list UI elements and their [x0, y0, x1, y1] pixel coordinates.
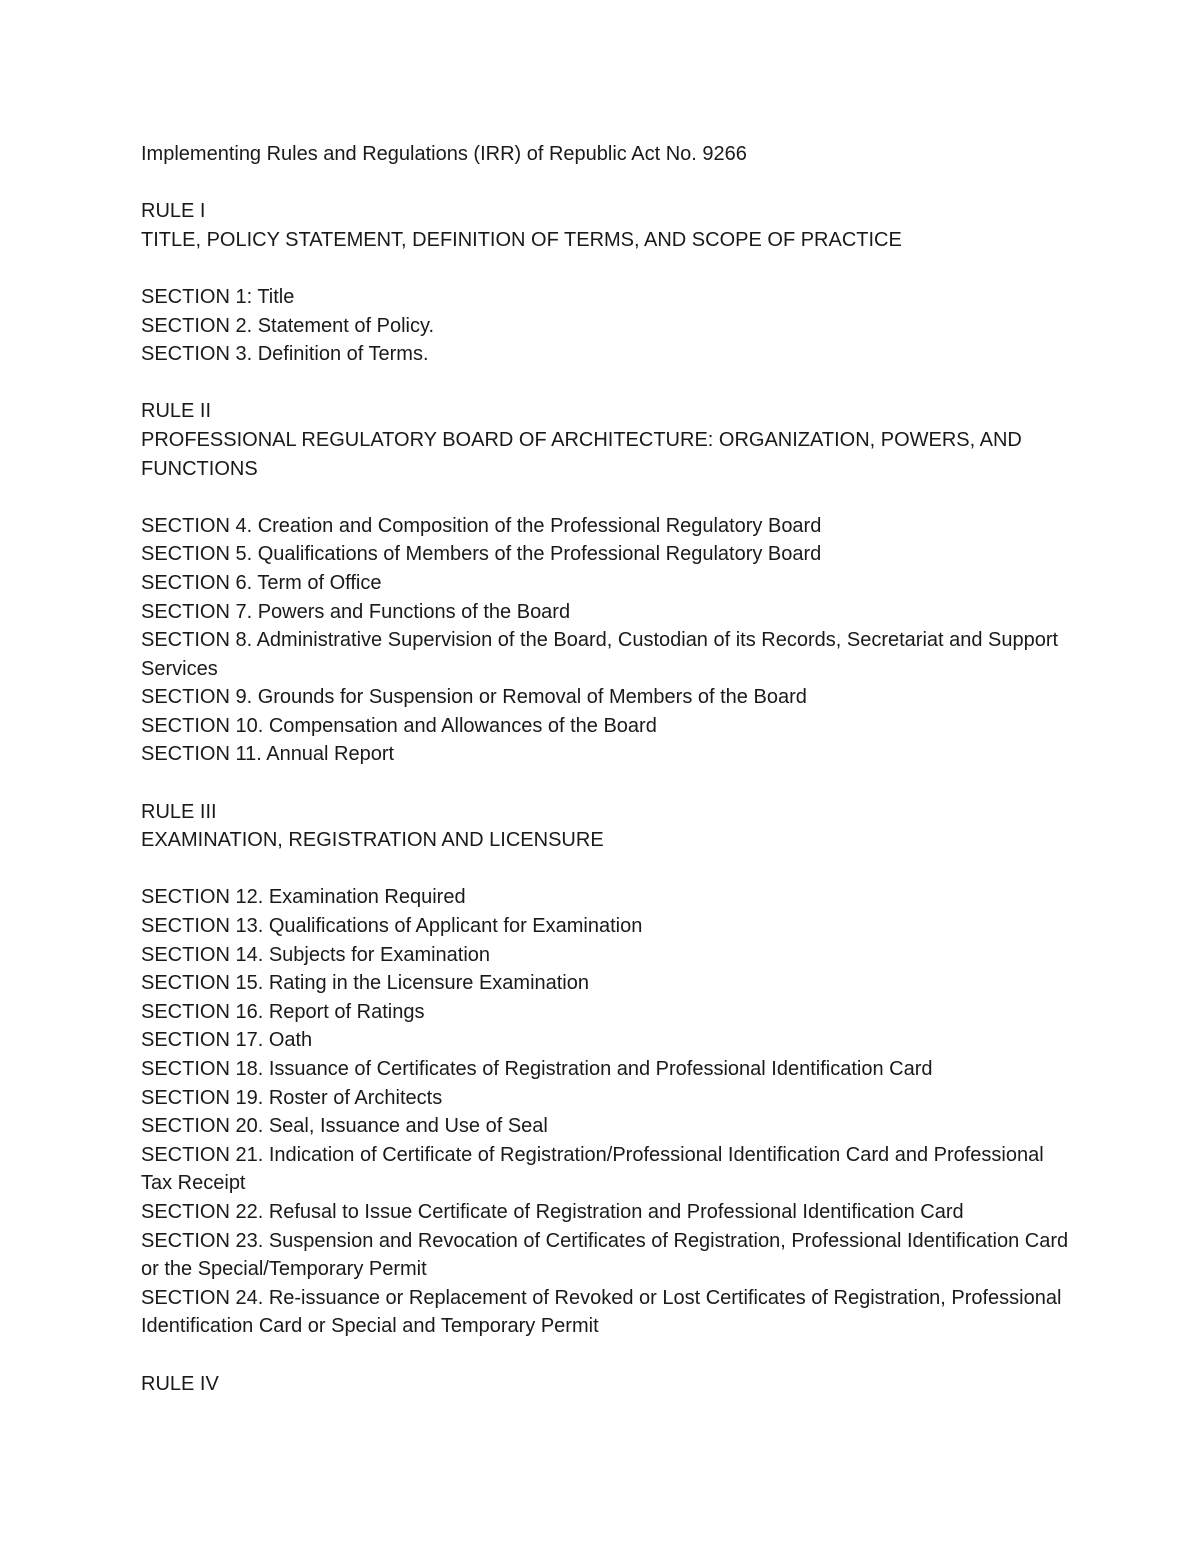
section-item: SECTION 3. Definition of Terms. — [141, 343, 429, 366]
section-item: SECTION 23. Suspension and Revocation of Certificates of Registration, Professional Identification Card or the Special/Temporary Permit — [141, 1229, 1069, 1281]
section-item: SECTION 22. Refusal to Issue Certificate of Registration and Professional Identification Card — [141, 1200, 964, 1223]
section-item: SECTION 14. Subjects for Examination — [141, 943, 491, 966]
section-item: SECTION 20. Seal, Issuance and Use of Seal — [141, 1115, 548, 1138]
section-item: SECTION 5. Qualifications of Members of the Professional Regulatory Board — [141, 543, 822, 566]
spacer — [141, 855, 1071, 884]
rule-label: RULE III — [141, 800, 217, 823]
section-item: SECTION 15. Rating in the Licensure Examination — [141, 972, 589, 995]
rule-heading: PROFESSIONAL REGULATORY BOARD OF ARCHITECTURE: ORGANIZATION, POWERS, AND FUNCTIONS — [141, 428, 1022, 480]
section-item: SECTION 19. Roster of Architects — [141, 1086, 443, 1109]
spacer — [141, 769, 1071, 798]
rule-label: RULE IV — [141, 1372, 219, 1395]
spacer — [141, 169, 1071, 198]
document-title: Implementing Rules and Regulations (IRR) of Republic Act No. 9266 — [141, 143, 747, 165]
section-item: SECTION 24. Re-issuance or Replacement of Revoked or Lost Certificates of Registration, Professional Identification Card or Special and Temporary Permit — [141, 1286, 1062, 1338]
section-item: SECTION 21. Indication of Certificate of Registration/Professional Identification Card and Professional Tax Receipt — [141, 1143, 1044, 1195]
section-item: SECTION 4. Creation and Composition of the Professional Regulatory Board — [141, 514, 822, 537]
section-item: SECTION 9. Grounds for Suspension or Removal of Members of the Board — [141, 686, 807, 709]
section-item: SECTION 6. Term of Office — [141, 571, 382, 594]
section-item: SECTION 16. Report of Ratings — [141, 1000, 425, 1023]
spacer — [141, 254, 1071, 283]
section-item: SECTION 1: Title — [141, 285, 295, 308]
section-item: SECTION 18. Issuance of Certificates of Registration and Professional Identification Card — [141, 1058, 933, 1080]
section-item: SECTION 12. Examination Required — [141, 886, 466, 909]
section-item: SECTION 13. Qualifications of Applicant for Examination — [141, 915, 643, 938]
rule-heading: EXAMINATION, REGISTRATION AND LICENSURE — [141, 829, 604, 852]
rule-label: RULE I — [141, 200, 206, 223]
section-item: SECTION 2. Statement of Policy. — [141, 314, 435, 337]
section-item: SECTION 17. Oath — [141, 1029, 313, 1052]
section-item: SECTION 7. Powers and Functions of the Board — [141, 600, 571, 623]
spacer — [141, 1341, 1071, 1370]
spacer — [141, 369, 1071, 398]
section-item: SECTION 11. Annual Report — [141, 743, 395, 766]
spacer — [141, 483, 1071, 512]
section-item: SECTION 10. Compensation and Allowances of the Board — [141, 714, 657, 737]
rule-label: RULE II — [141, 400, 212, 423]
document-body — [141, 140, 1071, 1398]
section-item: SECTION 8. Administrative Supervision of the Board, Custodian of its Records, Secretariat and Support Services — [141, 629, 1059, 680]
rule-heading: TITLE, POLICY STATEMENT, DEFINITION OF TERMS, AND SCOPE OF PRACTICE — [141, 228, 902, 251]
